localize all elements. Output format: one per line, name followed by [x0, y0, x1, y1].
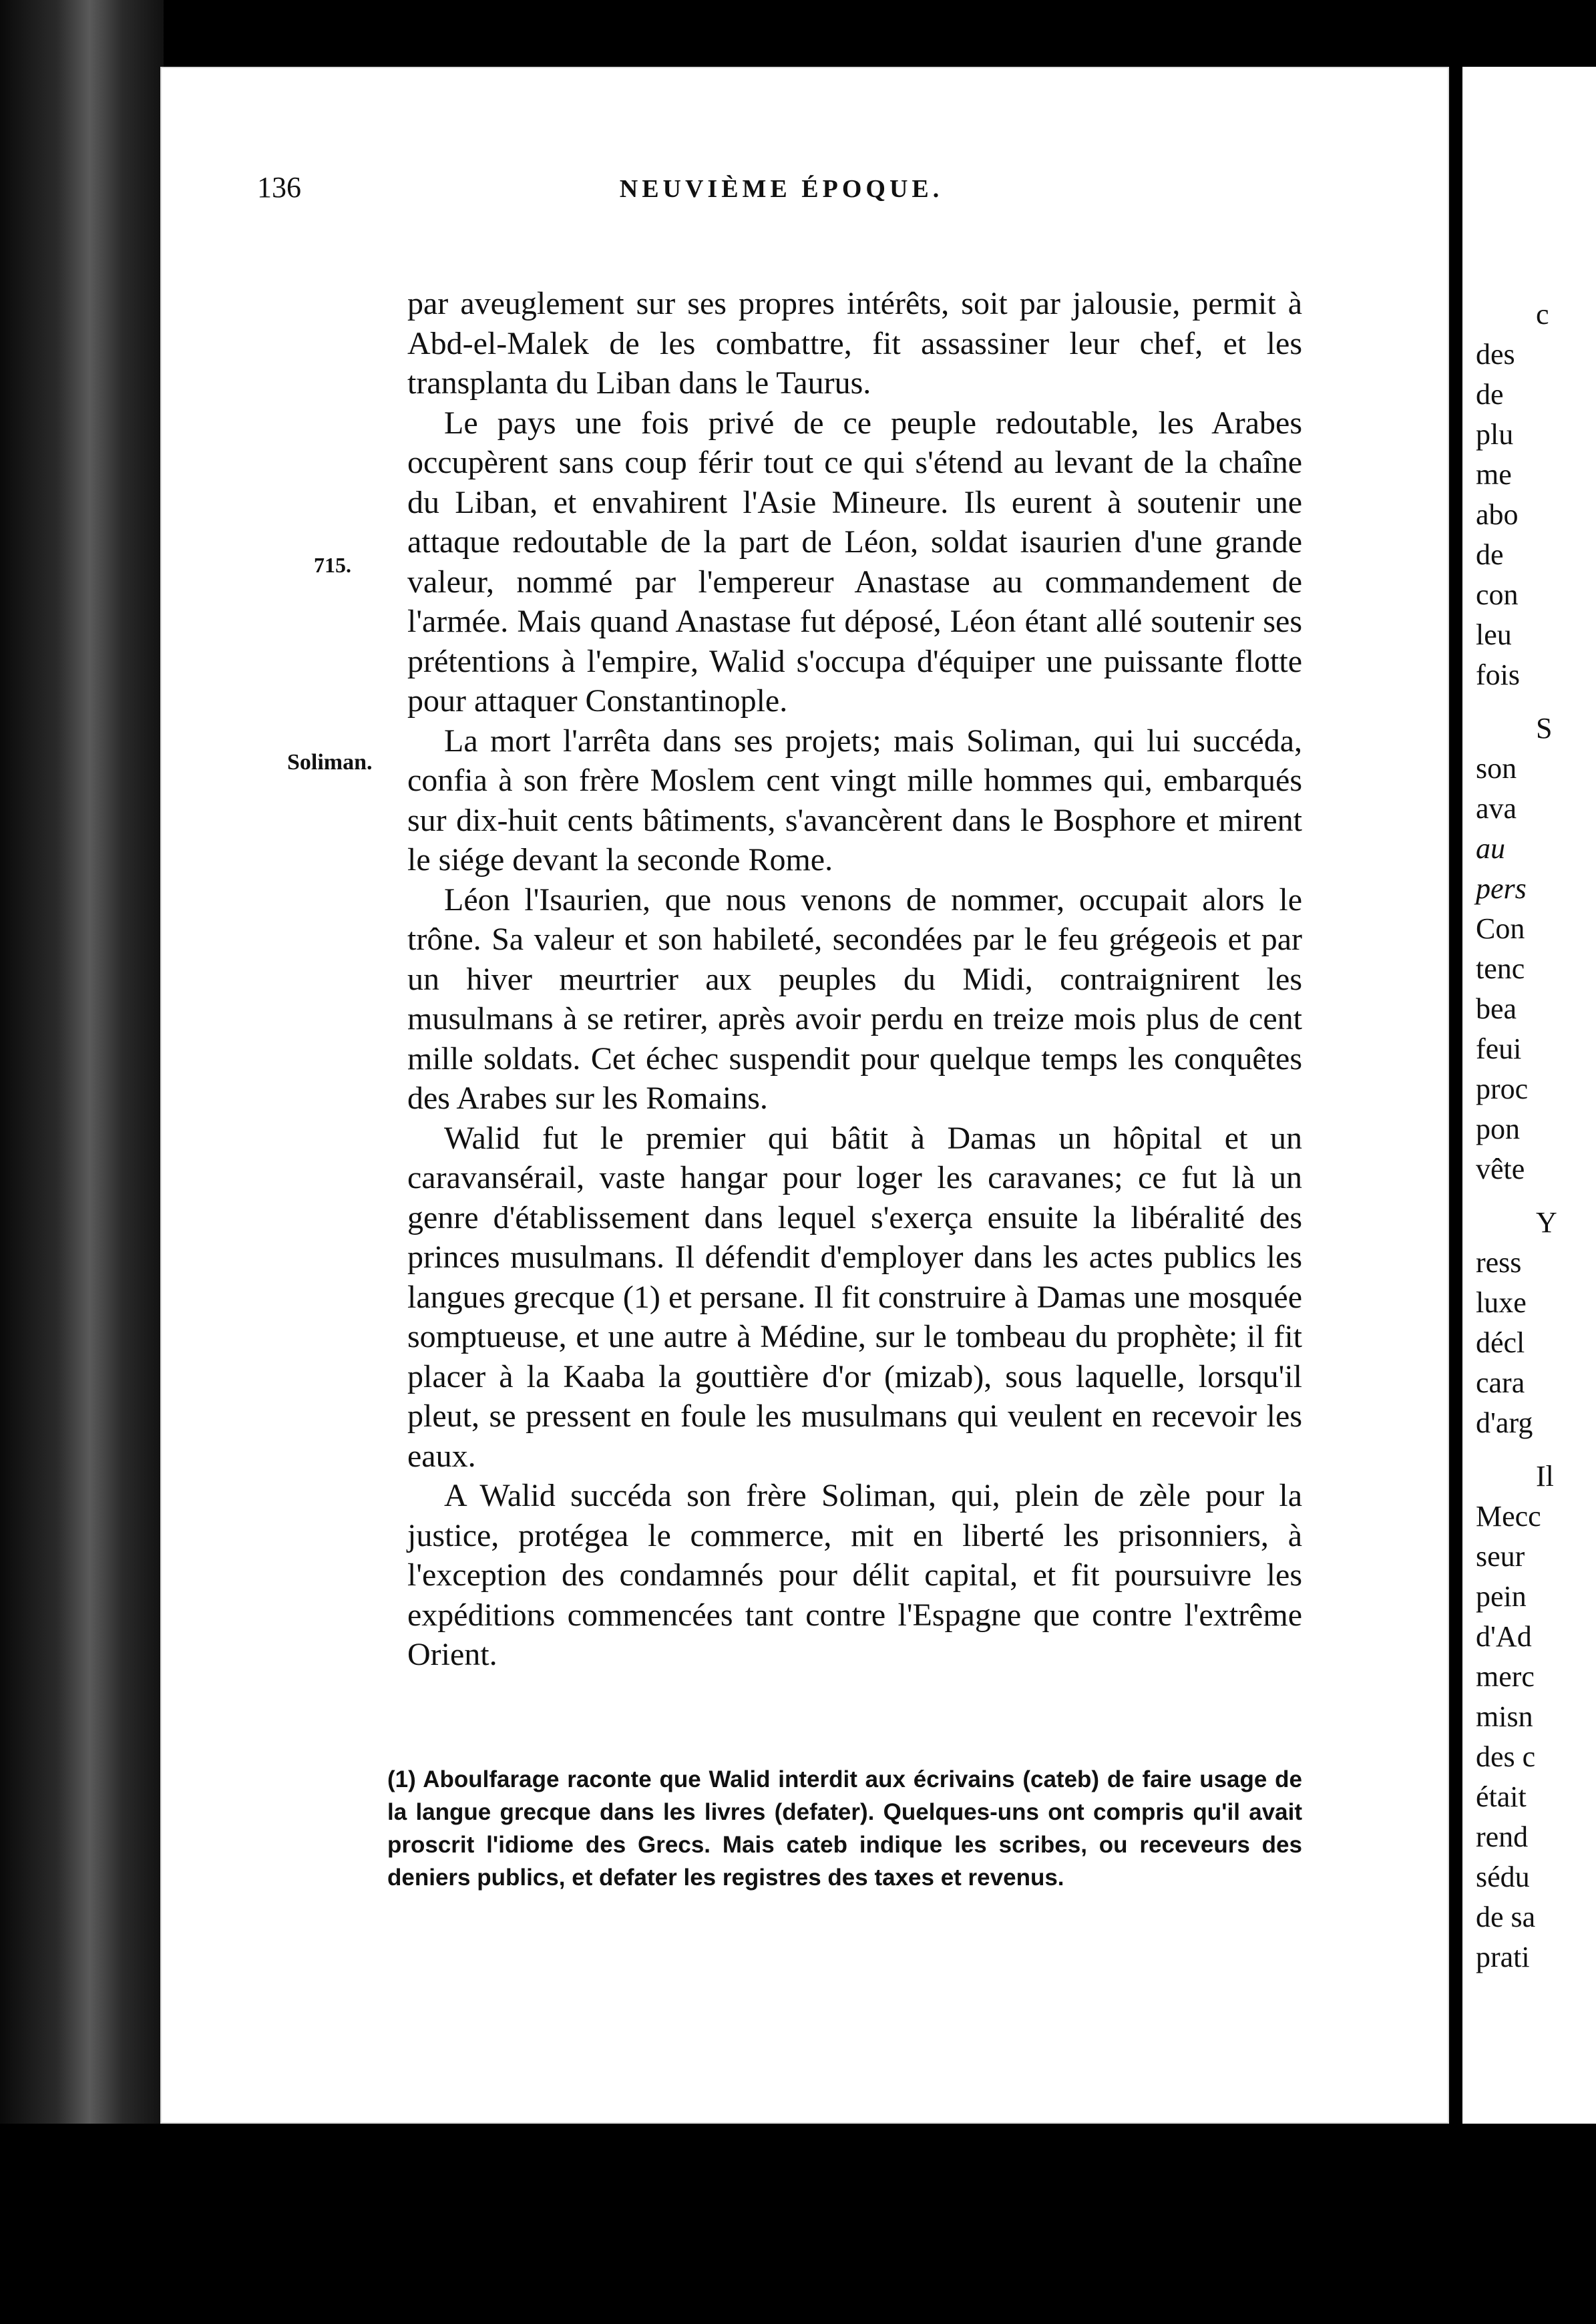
facing-page-word: proc [1476, 1073, 1529, 1105]
facing-page-word: luxe [1476, 1286, 1527, 1319]
facing-page-word: plu [1476, 418, 1514, 451]
facing-page-word: de [1476, 378, 1504, 411]
facing-page-word: était [1476, 1780, 1527, 1813]
facing-page-word: prati [1476, 1941, 1530, 1973]
facing-page-word: con [1476, 578, 1519, 611]
facing-page-word: Il [1536, 1460, 1554, 1493]
facing-page-word: des c [1476, 1740, 1536, 1773]
paragraph-5: Walid fut le premier qui bâtit à Damas un hôpital et un caravansérail, vaste hangar pour loger les caravanes; ce fut là un genre d'établissement dans lequel s'exerça ensuite la libéralité des princes musulmans. Il défendit d'employer dans les actes publics les langues grecque (1) et persane. Il fit construire à Damas une mosquée somptueuse, et une autre à Médine, sur le tombeau du prophète; il fit placer à la Kaaba la gouttière d'or (mizab), sous laquelle, lorsqu'il pleut, se pressent en foule les musulmans qui veulent en recevoir les eaux. [407, 1120, 1302, 1474]
margin-year-note: 715. [314, 553, 351, 577]
facing-page-word: S [1536, 712, 1553, 745]
page-header [257, 170, 1306, 210]
facing-page-word: bea [1476, 992, 1517, 1025]
facing-page-word: ress [1476, 1246, 1522, 1279]
facing-page-word: au [1476, 832, 1505, 865]
facing-page-fragment [1462, 67, 1596, 2124]
facing-page-word: abo [1476, 498, 1519, 531]
book-gutter [0, 0, 164, 2324]
facing-page-word: de sa [1476, 1901, 1536, 1933]
scan-border [0, 2124, 1596, 2324]
facing-page-word: tenc [1476, 952, 1525, 985]
facing-page-word: misn [1476, 1700, 1533, 1733]
facing-page-word: pein [1476, 1580, 1527, 1613]
facing-page-word: vête [1476, 1153, 1525, 1185]
facing-page-word: Y [1536, 1206, 1557, 1239]
facing-page-word: seur [1476, 1540, 1525, 1573]
facing-page-word: sédu [1476, 1861, 1530, 1893]
margin-name-note: Soliman. [287, 750, 373, 775]
facing-page-word: ava [1476, 792, 1517, 825]
facing-page-word: pon [1476, 1113, 1520, 1145]
facing-page-word: me [1476, 458, 1512, 491]
facing-page-word: rend [1476, 1820, 1529, 1853]
paragraph-2: Le pays une fois privé de ce peuple redoutable, les Arabes occupèrent sans coup férir tout ce qui s'étend au levant de la chaîne du Liban, et envahirent l'Asie Mineure. Ils eurent à soutenir une attaque redoutable de la part de Léon, soldat isaurien d'une grande valeur, nommé par l'empereur Anastase au commandement de l'armée. Mais quand Anastase fut déposé, Léon étant allé soutenir ses prétentions à l'empire, Walid s'occupa d'équiper une puissante flotte pour attaquer Constantinople. [407, 405, 1302, 719]
body-text [407, 284, 1302, 1675]
facing-page-word: Con [1476, 912, 1525, 945]
page-number: 136 [257, 171, 301, 204]
facing-page-word: des [1476, 338, 1515, 371]
facing-page-word: son [1476, 752, 1517, 785]
facing-page-word: Mecc [1476, 1500, 1541, 1533]
footnote: (1) Aboulfarage raconte que Walid interdit aux écrivains (cateb) de faire usage de la langue grecque dans les livres (defater). Quelques-uns ont compris qu'il avait proscrit l'idiome des Grecs. Mais cateb indique les scribes, ou receveurs des deniers publics, et defater les registres des taxes et revenus. [387, 1766, 1302, 1891]
paragraph-6: A Walid succéda son frère Soliman, qui, plein de zèle pour la justice, protégea le commerce, mit en liberté les prisonniers, à l'exception des condamnés pour délit capital, et fit poursuivre les expéditions commencées tant contre l'Espagne que contre l'extrême Orient. [407, 1478, 1302, 1672]
facing-page-word: d'arg [1476, 1406, 1533, 1439]
running-head: NEUVIÈME ÉPOQUE. [619, 175, 944, 203]
facing-page-word: c [1536, 298, 1549, 331]
facing-page-word: d'Ad [1476, 1620, 1532, 1653]
paragraph-3: La mort l'arrêta dans ses projets; mais Soliman, qui lui succéda, confia à son frère Moslem cent vingt mille hommes qui, embarqués sur dix-huit cents bâtiments, s'avancèrent dans le Bosphore et mirent le siége devant la seconde Rome. [407, 723, 1302, 878]
facing-page-word: cara [1476, 1366, 1525, 1399]
facing-page-word: de [1476, 538, 1504, 571]
facing-page-word: pers [1476, 872, 1527, 905]
facing-page-word: feui [1476, 1032, 1522, 1065]
facing-page-word: fois [1476, 658, 1520, 691]
paragraph-1: par aveuglement sur ses propres intérêts, soit par jalousie, permit à Abd-el-Malek de les combattre, fit assassiner leur chef, et les transplanta du Liban dans le Taurus. [407, 286, 1302, 401]
facing-page-word: décl [1476, 1326, 1525, 1359]
facing-page-word: merc [1476, 1660, 1535, 1693]
paragraph-4: Léon l'Isaurien, que nous venons de nommer, occupait alors le trône. Sa valeur et son habileté, secondées par le feu grégeois et par un hiver meurtrier aux peuples du Midi, contraignirent les musulmans à se retirer, après avoir perdu en treize mois plus de cent mille soldats. Cet échec suspendit pour quelque temps les conquêtes des Arabes sur les Romains. [407, 882, 1302, 1116]
facing-page-word: leu [1476, 618, 1512, 651]
